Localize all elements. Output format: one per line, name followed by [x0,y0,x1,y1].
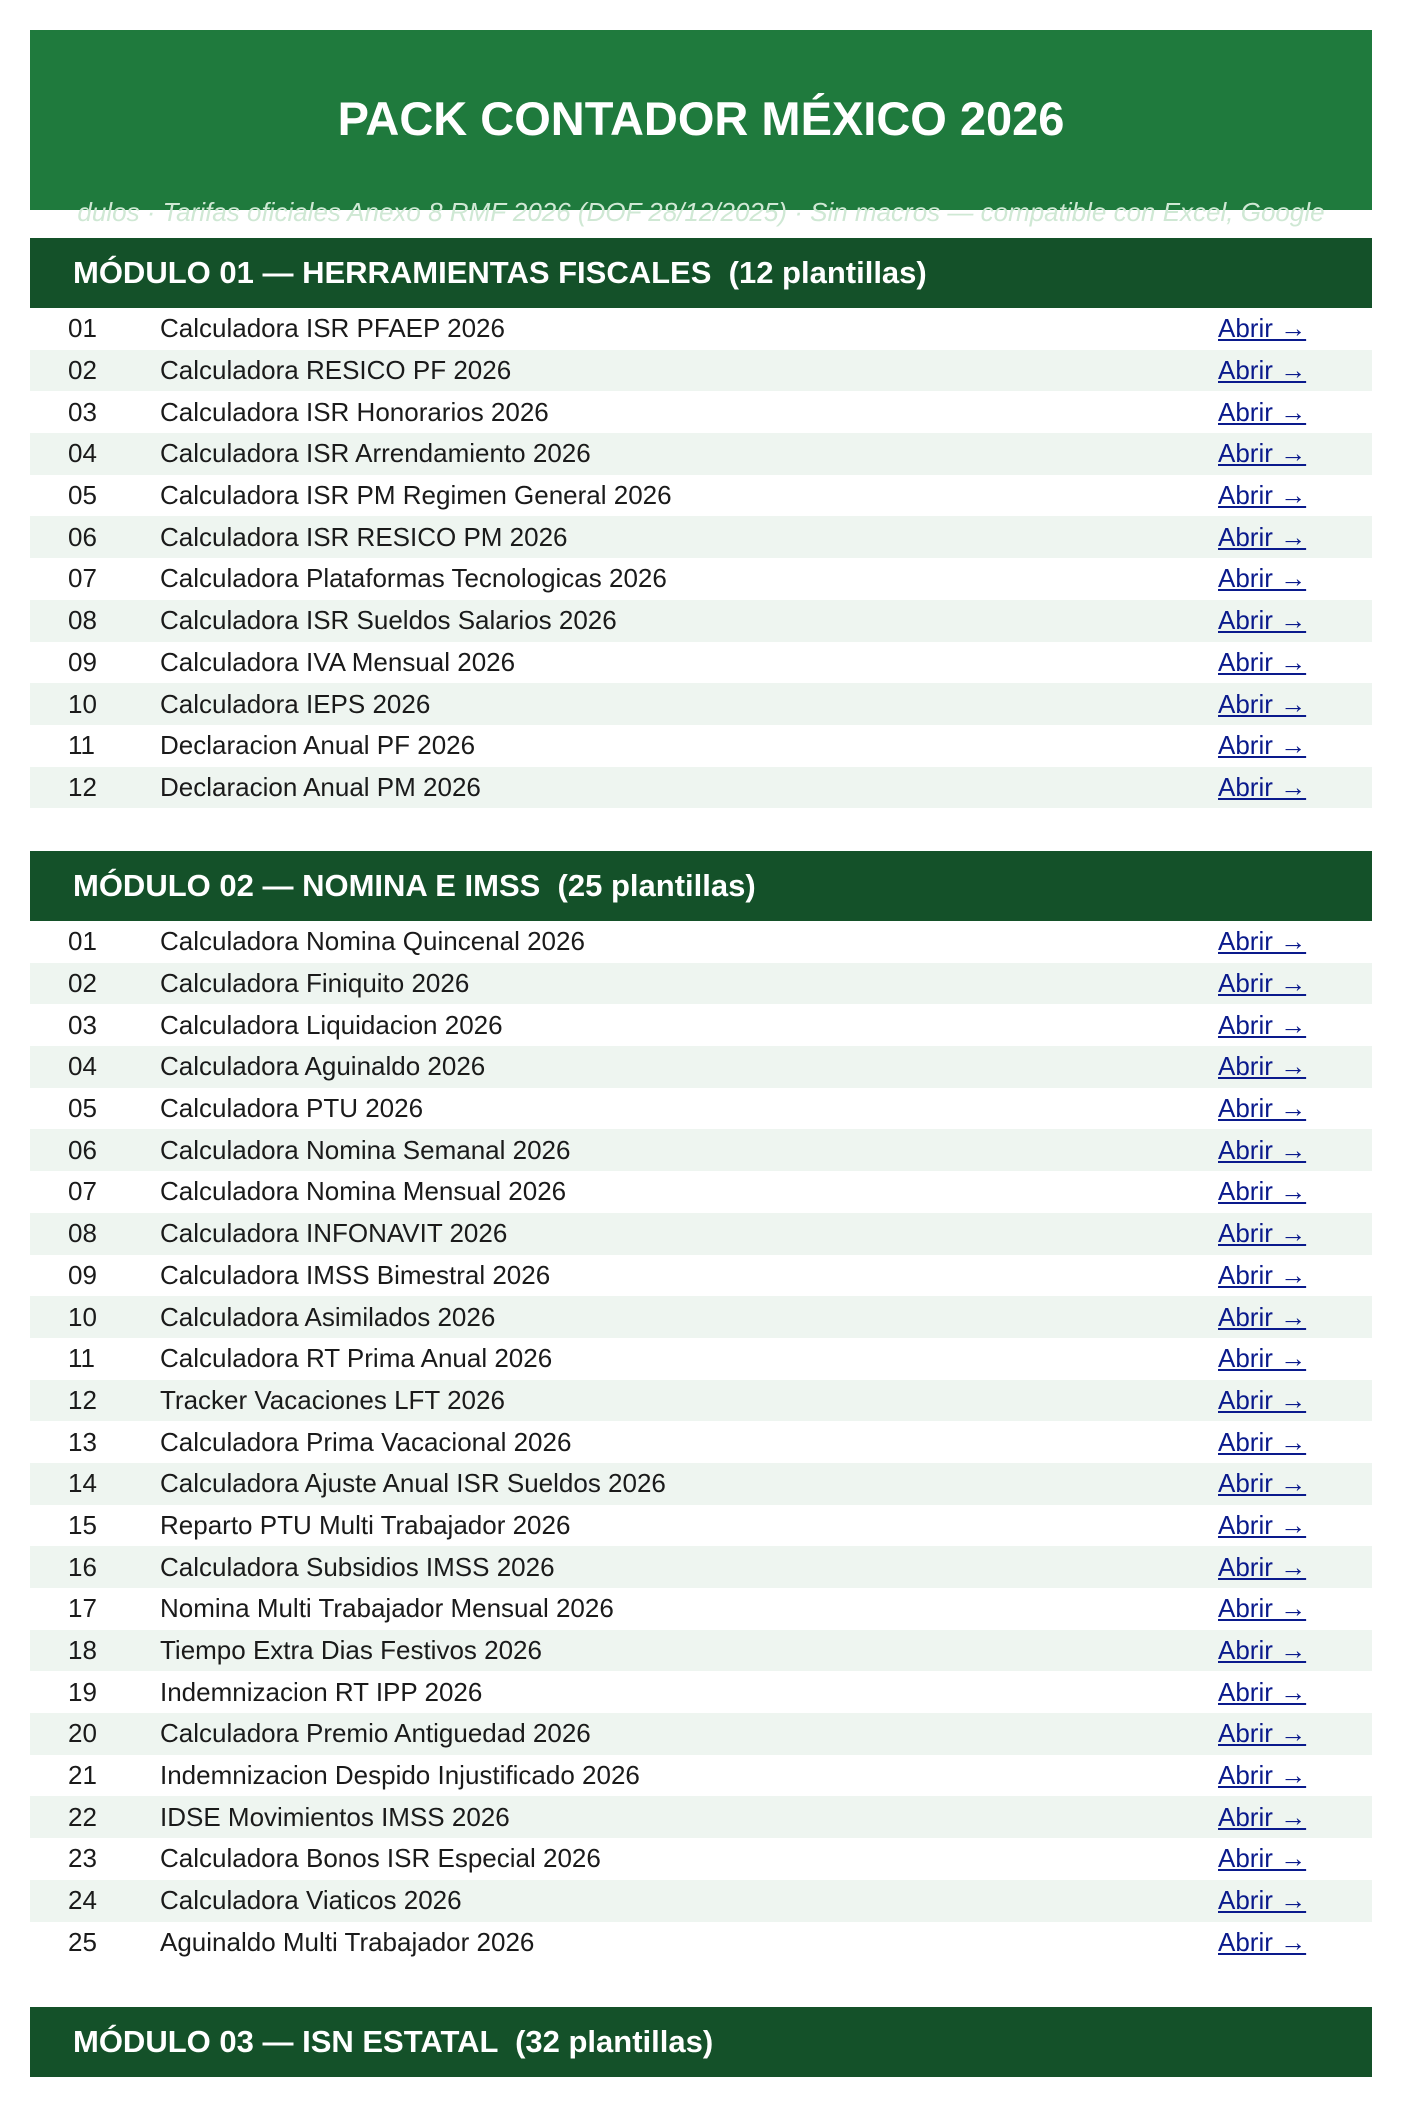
item-name: Calculadora Nomina Semanal 2026 [160,1134,571,1165]
list-item [30,600,1372,642]
module-header: MÓDULO 02 — NOMINA E IMSS (25 plantillas) [30,851,1372,921]
list-item [30,642,1372,684]
item-name: Calculadora Finiquito 2026 [160,968,470,999]
open-link[interactable]: Abrir → [1218,926,1307,957]
list-item [30,1421,1372,1463]
open-link[interactable]: Abrir → [1218,355,1307,386]
open-link[interactable]: Abrir → [1218,605,1307,636]
item-name: Aguinaldo Multi Trabajador 2026 [160,1926,535,1957]
list-item [30,683,1372,725]
open-link[interactable]: Abrir → [1218,480,1307,511]
item-number: 04 [68,1051,97,1082]
item-name: Calculadora Subsidios IMSS 2026 [160,1551,555,1582]
module-section-03 [30,2007,1372,2077]
list-item [30,725,1372,767]
item-number: 03 [68,1009,97,1040]
header-banner [30,30,1372,227]
item-name: Calculadora Nomina Mensual 2026 [160,1176,567,1207]
item-name: Reparto PTU Multi Trabajador 2026 [160,1509,571,1540]
item-name: Calculadora Aguinaldo 2026 [160,1051,486,1082]
open-link[interactable]: Abrir → [1218,1384,1307,1415]
open-link[interactable]: Abrir → [1218,688,1307,719]
open-link[interactable]: Abrir → [1218,1468,1307,1499]
open-link[interactable]: Abrir → [1218,1176,1307,1207]
item-number: 19 [68,1676,97,1707]
item-name: Nomina Multi Trabajador Mensual 2026 [160,1593,614,1624]
list-item [30,1463,1372,1505]
open-link[interactable]: Abrir → [1218,771,1307,802]
item-name: Calculadora Nomina Quincenal 2026 [160,926,585,957]
item-number: 01 [68,313,97,344]
open-link[interactable]: Abrir → [1218,1426,1307,1457]
list-item [30,391,1372,433]
open-link[interactable]: Abrir → [1218,521,1307,552]
list-item [30,1671,1372,1713]
item-name: Indemnizacion Despido Injustificado 2026 [160,1760,640,1791]
item-number: 18 [68,1635,97,1666]
list-item [30,1505,1372,1547]
item-name: Calculadora ISR Arrendamiento 2026 [160,438,591,469]
item-name: Calculadora ISR RESICO PM 2026 [160,521,568,552]
item-name: Calculadora RESICO PF 2026 [160,355,512,386]
item-number: 07 [68,563,97,594]
item-number: 16 [68,1551,97,1582]
item-number: 05 [68,1093,97,1124]
open-link[interactable]: Abrir → [1218,730,1307,761]
list-item [30,1004,1372,1046]
open-link[interactable]: Abrir → [1218,1134,1307,1165]
open-link[interactable]: Abrir → [1218,1301,1307,1332]
item-number: 11 [68,730,95,761]
open-link[interactable]: Abrir → [1218,1551,1307,1582]
item-name: Calculadora ISR Honorarios 2026 [160,396,549,427]
item-name: Tracker Vacaciones LFT 2026 [160,1384,505,1415]
item-name: Calculadora ISR PFAEP 2026 [160,313,505,344]
item-number: 13 [68,1426,97,1457]
open-link[interactable]: Abrir → [1218,1676,1307,1707]
item-name: Calculadora PTU 2026 [160,1093,424,1124]
list-item [30,308,1372,350]
item-number: 01 [68,926,97,957]
open-link[interactable]: Abrir → [1218,563,1307,594]
template-list [30,921,1372,1963]
item-number: 15 [68,1509,97,1540]
list-item [30,1838,1372,1880]
open-link[interactable]: Abrir → [1218,1218,1307,1249]
list-item [30,1213,1372,1255]
item-number: 17 [68,1593,97,1624]
item-name: Calculadora ISR Sueldos Salarios 2026 [160,605,617,636]
item-name: Calculadora Plataformas Tecnologicas 2026 [160,563,667,594]
template-list [30,308,1372,808]
item-number: 12 [68,771,97,802]
item-number: 22 [68,1801,97,1832]
list-item [30,1546,1372,1588]
open-link[interactable]: Abrir → [1218,968,1307,999]
item-name: Calculadora Asimilados 2026 [160,1301,496,1332]
list-item [30,1588,1372,1630]
module-section-02 [30,851,1372,1963]
open-link[interactable]: Abrir → [1218,1051,1307,1082]
item-name: Calculadora RT Prima Anual 2026 [160,1343,553,1374]
open-link[interactable]: Abrir → [1218,646,1307,677]
open-link[interactable]: Abrir → [1218,1801,1307,1832]
open-link[interactable]: Abrir → [1218,1593,1307,1624]
list-item [30,1171,1372,1213]
list-item [30,558,1372,600]
open-link[interactable]: Abrir → [1218,1093,1307,1124]
item-number: 08 [68,605,97,636]
list-item [30,1713,1372,1755]
open-link[interactable]: Abrir → [1218,1885,1307,1916]
list-item [30,963,1372,1005]
item-name: Indemnizacion RT IPP 2026 [160,1676,483,1707]
item-number: 03 [68,396,97,427]
list-item [30,1630,1372,1672]
list-item [30,1088,1372,1130]
open-link[interactable]: Abrir → [1218,1635,1307,1666]
item-number: 24 [68,1885,97,1916]
open-link[interactable]: Abrir → [1218,1259,1307,1290]
item-name: Declaracion Anual PF 2026 [160,730,476,761]
list-item [30,1380,1372,1422]
list-item [30,1755,1372,1797]
item-number: 20 [68,1718,97,1749]
open-link[interactable]: Abrir → [1218,1760,1307,1791]
item-name: Calculadora Premio Antiguedad 2026 [160,1718,591,1749]
module-header: MÓDULO 03 — ISN ESTATAL (32 plantillas) [30,2007,1372,2077]
item-number: 23 [68,1843,97,1874]
item-name: IDSE Movimientos IMSS 2026 [160,1801,510,1832]
item-number: 25 [68,1926,97,1957]
item-number: 06 [68,1134,97,1165]
item-name: Calculadora IMSS Bimestral 2026 [160,1259,551,1290]
item-name: Calculadora INFONAVIT 2026 [160,1218,508,1249]
item-name: Calculadora IEPS 2026 [160,688,431,719]
page-subtitle: dulos · Tarifas oficiales Anexo 8 RMF 2026 (DOF 28/12/2025) · Sin macros — compatible con Excel, Google [77,197,1325,227]
open-link[interactable]: Abrir → [1218,438,1307,469]
list-item [30,767,1372,809]
item-number: 04 [68,438,97,469]
item-name: Calculadora Liquidacion 2026 [160,1009,503,1040]
list-item [30,350,1372,392]
item-number: 09 [68,646,97,677]
item-number: 02 [68,968,97,999]
list-item [30,1046,1372,1088]
list-item [30,1880,1372,1922]
page-title: PACK CONTADOR MÉXICO 2026 [337,92,1065,145]
list-item [30,433,1372,475]
item-number: 10 [68,1301,97,1332]
item-number: 11 [68,1343,95,1374]
module-header: MÓDULO 01 — HERRAMIENTAS FISCALES (12 plantillas) [30,238,1372,308]
open-link[interactable]: Abrir → [1218,396,1307,427]
list-item [30,1338,1372,1380]
item-number: 21 [68,1760,97,1791]
open-link[interactable]: Abrir → [1218,1009,1307,1040]
list-item [30,516,1372,558]
item-number: 07 [68,1176,97,1207]
open-link[interactable]: Abrir → [1218,1343,1307,1374]
list-item [30,1129,1372,1171]
list-item [30,475,1372,517]
item-number: 12 [68,1384,97,1415]
open-link[interactable]: Abrir → [1218,1843,1307,1874]
item-name: Calculadora Viaticos 2026 [160,1885,462,1916]
list-item [30,1922,1372,1964]
item-name: Calculadora ISR PM Regimen General 2026 [160,480,672,511]
item-number: 08 [68,1218,97,1249]
open-link[interactable]: Abrir → [1218,1718,1307,1749]
open-link[interactable]: Abrir → [1218,1509,1307,1540]
item-name: Calculadora Ajuste Anual ISR Sueldos 2026 [160,1468,666,1499]
open-link[interactable]: Abrir → [1218,313,1307,344]
list-item [30,1255,1372,1297]
item-number: 09 [68,1259,97,1290]
item-number: 02 [68,355,97,386]
item-name: Calculadora Bonos ISR Especial 2026 [160,1843,601,1874]
item-name: Declaracion Anual PM 2026 [160,771,481,802]
item-name: Calculadora IVA Mensual 2026 [160,646,516,677]
module-section-01 [30,238,1372,808]
item-name: Tiempo Extra Dias Festivos 2026 [160,1635,542,1666]
item-number: 05 [68,480,97,511]
item-name: Calculadora Prima Vacacional 2026 [160,1426,572,1457]
list-item [30,921,1372,963]
list-item [30,1296,1372,1338]
item-number: 14 [68,1468,97,1499]
list-item [30,1796,1372,1838]
open-link[interactable]: Abrir → [1218,1926,1307,1957]
item-number: 06 [68,521,97,552]
item-number: 10 [68,688,97,719]
